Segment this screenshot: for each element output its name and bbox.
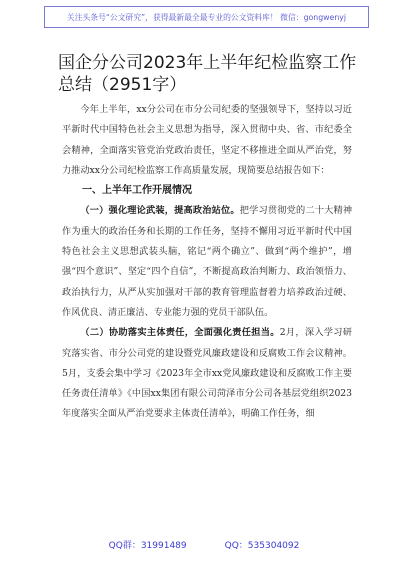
document-body	[62, 100, 352, 425]
qq-group-number: QQ群：31991489	[108, 541, 187, 551]
footer-contact	[0, 538, 408, 551]
section-heading: 一、上半年工作开展情况	[82, 185, 192, 197]
promo-banner: 关注头条号“公文研究”，获得最新最全最专业的公文资料库！ 微信：gongwenyj	[44, 6, 369, 28]
paragraph-body: 2月，深入学习研究落实省、市分公司党的建设暨党风廉政建设和反腐败工作会议精神。5月，支委会集中学习《2023年全市xx党风廉政建设和反腐败工作主要任务责任清单》《中国xx集团有限公司菏泽市分公司各基层党组织2023年度落实全面从严治党要求主体责任清单》，明确工作任务，细	[62, 327, 352, 420]
qq-number: QQ：535304092	[224, 541, 300, 551]
body-paragraph-2	[62, 323, 352, 424]
body-paragraph-1	[62, 201, 352, 323]
document-title: 国企分公司2023年上半年纪检监察工作总结（2951字）	[58, 53, 357, 95]
paragraph-lead: （一）强化理论武装，提高政治站位。	[80, 205, 240, 217]
paragraph-body: 把学习贯彻党的二十大精神作为重大的政治任务和长期的工作任务，坚持不懈用习近平新时代中国特色社会主义思想武装头脑，铭记“两个确立”、做到“两个维护”，增强“四个意识”、坚定“四个自信”，不断提高政治判断力、政治领悟力、政治执行力，从严从实加强对干部的教育管理监督着力培养政治过硬、作风优良、清正廉洁、专业能力强的党员干部队伍。	[62, 205, 353, 318]
paragraph-lead: （二）协助落实主体责任，全面强化责任担当。	[80, 327, 280, 339]
intro-paragraph: 今年上半年，xx分公司在市分公司纪委的坚强领导下，坚持以习近平新时代中国特色社会主义思想为指导，深入贯彻中央、省、市纪委全会精神，全面落实管党治党政治责任，坚定不移推进全面从严治党，努力推动xx分公司纪检监察工作高质量发展，现简要总结报告如下：	[62, 104, 352, 176]
